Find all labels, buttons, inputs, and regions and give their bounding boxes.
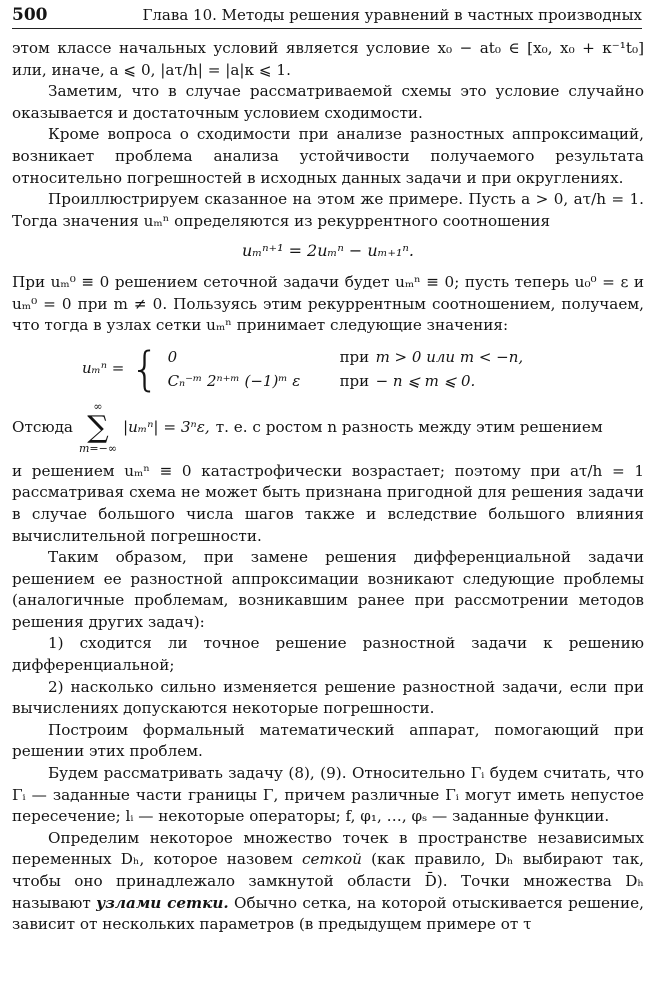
case-row [168, 369, 524, 393]
sum-formula-line [12, 401, 644, 455]
paragraph: Заметим, что в случае рассматриваемой схемы это условие случайно оказывается и достаточным условием сходимости. [12, 82, 644, 122]
paragraph [12, 828, 644, 936]
page-body [12, 38, 644, 936]
sum-trailing-text: т. е. с ростом n разность между этим решением [215, 417, 603, 436]
paragraph: Будем рассматривать задачу (8), (9). Относительно Γᵢ будем считать, что Γᵢ — заданные части границы Γ, причем различные Γᵢ могут иметь непустое пересечение; lᵢ — некоторые операторы; f, φ₁, …, φₛ — заданные функции. [12, 764, 644, 826]
paragraph: Проиллюстрируем сказанное на этом же примере. Пусть a > 0, aτ/h = 1. Тогда значения uₘⁿ определяются из рекуррентного соотношения [12, 190, 644, 230]
list-item: 2) насколько сильно изменяется решение разностной задачи, если при вычислениях допускаются некоторые погрешности. [12, 677, 644, 718]
paragraph: Таким образом, при замене решения дифференциальной задачи решением ее разностной аппроксимации возникают следующие проблемы (аналогичные проблемам, возникавшим ранее при рассмотрении методов решения других задач): [12, 548, 644, 631]
paragraph-text: (как правило, Dₕ выбирают так, чтобы оно принадлежало замкнутой области D̄). Точки множества Dₕ называют [12, 850, 645, 912]
formula-lhs: uₘⁿ = [82, 358, 125, 377]
term-grid: сеткой [302, 850, 362, 869]
term-grid-nodes: узлами сетки. [96, 893, 229, 912]
formula-cases [168, 345, 524, 393]
case-condition-word: при [339, 347, 370, 366]
sum-lead-text: Отсюда [12, 417, 73, 436]
case-row [168, 345, 524, 369]
page-number: 500 [12, 5, 48, 25]
paragraph: и решением uₘⁿ ≡ 0 катастрофически возрастает; поэтому при aτ/h = 1 рассматривая схема не может быть признана пригодной для решения задачи в случае большого числа шагов также и вследствие большого влияния вычислительной погрешности. [12, 461, 644, 545]
paragraph: этом классе начальных условий является условие x₀ − at₀ ∈ [x₀, x₀ + κ⁻¹t₀] или, иначе, a ⩽ 0, |aτ/h| = |a|κ ⩽ 1. [12, 39, 644, 79]
sum-symbol [79, 401, 117, 455]
paragraph: Кроме вопроса о сходимости при анализе разностных аппроксимаций, возникает проблема анализа устойчивости получаемого результата относительно погрешностей в исходных данных задачи и при округлениях. [12, 125, 644, 187]
paragraph-text: Обычно сетка, на которой отыскивается решение, зависит от нескольких параметров (в предыдущем примере от τ [12, 893, 644, 934]
recurrence-equation: uₘⁿ⁺¹ = 2uₘⁿ − uₘ₊₁ⁿ. [242, 241, 414, 261]
paragraph: Построим формальный математический аппарат, помогающий при решении этих проблем. [12, 720, 644, 761]
case-condition: m > 0 или m < −n, [375, 347, 524, 366]
paragraph-text: Определим некоторое множество точек в пространстве независимых переменных Dₕ, которое назовем [12, 828, 644, 869]
sum-expression: |uₘⁿ| = 3ⁿε, [123, 417, 210, 436]
sum-upper-limit: ∞ [93, 399, 103, 413]
left-brace-icon: { [130, 341, 160, 396]
paragraph: При uₘ⁰ ≡ 0 решением сеточной задачи будет uₘⁿ ≡ 0; пусть теперь u₀⁰ = ε и uₘ⁰ = 0 при m ≠ 0. Пользуясь этим рекуррентным соотношением, получаем, что тогда в узлах сетки uₘⁿ принимает следующие значения: [12, 272, 644, 335]
piecewise-formula [82, 341, 644, 396]
chapter-title: Глава 10. Методы решения уравнений в частных производных [142, 6, 642, 24]
case-value: 0 [167, 347, 178, 366]
list-item: 1) сходится ли точное решение разностной задачи к решению дифференциальной; [12, 634, 644, 675]
sigma-icon: ∑ [87, 409, 109, 445]
case-value: Cₙ⁻ᵐ 2ⁿ⁺ᵐ (−1)ᵐ ε [167, 371, 301, 390]
case-condition: − n ⩽ m ⩽ 0. [375, 371, 476, 390]
running-header [12, 2, 642, 29]
sum-lower-limit: m=−∞ [79, 441, 118, 455]
case-condition-word: при [339, 371, 370, 390]
